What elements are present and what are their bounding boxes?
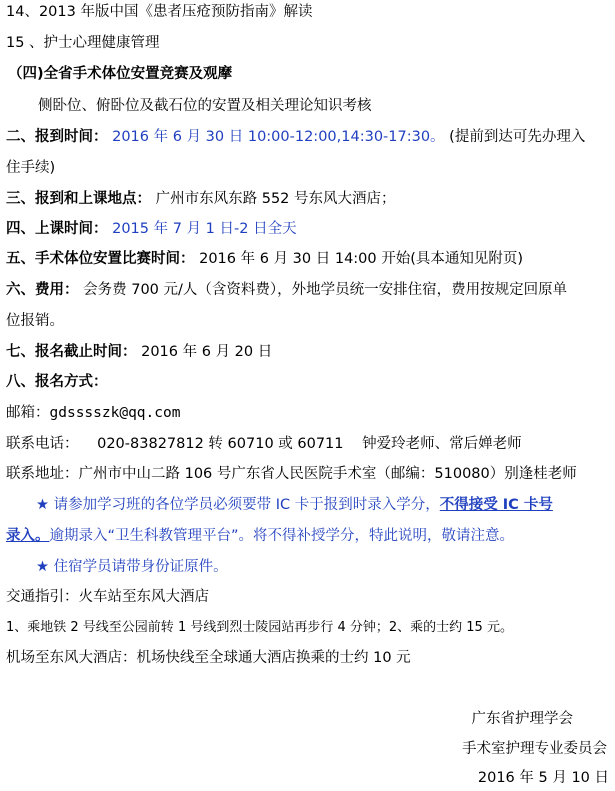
address-label: 联系地址： xyxy=(6,466,79,482)
deadline-label: 七、报名截止时间： xyxy=(6,344,137,360)
venue xyxy=(6,189,611,209)
notice-id-card xyxy=(36,557,611,577)
email-line xyxy=(6,403,611,423)
phone-line xyxy=(6,434,611,454)
registration-time-note: (提前到达可先办理入 xyxy=(449,129,586,145)
phone-number: 020-83827812 转 60710 或 60711 xyxy=(97,436,344,452)
email-label: 邮箱： xyxy=(6,405,50,421)
transport-route-1: 1、乘地铁 2 号线至公园前转 1 号线到烈士陵园站再步行 4 分钟；2、乘的士约 15 元。 xyxy=(6,620,513,635)
registration-time-value: 2016 年 6 月 30 日 10:00-12:00,14:30-17:30。 xyxy=(112,129,445,145)
item-15: 15 、护士心理健康管理 xyxy=(6,35,160,51)
deadline-value: 2016 年 6 月 20 日 xyxy=(141,344,273,360)
signup-label: 八、报名方式： xyxy=(6,374,108,390)
notice-ic-card-cont xyxy=(6,526,611,546)
signature-org-1: 广东省护理学会 xyxy=(471,711,573,727)
deadline xyxy=(6,342,611,362)
address-line xyxy=(6,464,611,484)
venue-value: 广州市东风东路 552 号东风大酒店； xyxy=(155,191,396,207)
notice-id-card-text: 住宿学员请带身份证原件。 xyxy=(53,559,228,575)
class-time xyxy=(6,219,611,239)
phone-label: 联系电话： xyxy=(6,436,79,452)
fee xyxy=(6,280,611,300)
notice-ic-card xyxy=(36,495,611,515)
notice-ic-card-emphasis-cont: 录入。 xyxy=(6,528,50,544)
venue-label: 三、报到和上课地点： xyxy=(6,191,151,207)
registration-time-note-cont: 住手续) xyxy=(6,160,56,176)
transport-title: 交通指引：火车站至东风大酒店 xyxy=(6,589,209,605)
star-icon: ★ xyxy=(36,559,49,575)
phone-contacts: 钟爱玲老师、常后婵老师 xyxy=(362,436,522,452)
notice-ic-card-text: 请参加学习班的各位学员必须要带 IC 卡于报到时录入学分， xyxy=(53,497,440,513)
item-14: 14、2013 年版中国《患者压疮预防指南》解读 xyxy=(6,4,313,20)
fee-value: 会务费 700 元/人（含资料费），外地学员统一安排住宿，费用按规定回原单 xyxy=(83,282,568,298)
section-4-desc: 侧卧位、俯卧位及截石位的安置及相关理论知识考核 xyxy=(38,98,372,114)
signature-org-2: 手术室护理专业委员会 xyxy=(462,741,607,757)
fee-label: 六、费用： xyxy=(6,282,79,298)
star-icon: ★ xyxy=(36,497,49,513)
notice-ic-card-emphasis: 不得接受 IC 卡号 xyxy=(439,497,553,513)
class-time-value: 2015 年 7 月 1 日-2 日全天 xyxy=(112,221,297,237)
address-value: 广州市中山二路 106 号广东省人民医院手术室（邮编：510080）别逢桂老师 xyxy=(78,466,577,482)
contest-time xyxy=(6,249,611,269)
signature-date: 2016 年 5 月 10 日 xyxy=(477,770,609,786)
contest-time-label: 五、手术体位安置比赛时间： xyxy=(6,251,195,267)
transport-route-2: 机场至东风大酒店：机场快线至全球通大酒店换乘的士约 10 元 xyxy=(6,650,411,666)
notice-ic-card-text-cont: 逾期录入“卫生科教管理平台”。将不得补授学分，特此说明，敬请注意。 xyxy=(49,528,515,544)
registration-time xyxy=(6,127,611,147)
email-address[interactable]: gdsssszk@qq.com xyxy=(49,405,181,421)
fee-cont: 位报销。 xyxy=(6,313,64,329)
section-4-title: （四)全省手术体位安置竞赛及观摩 xyxy=(8,66,233,82)
class-time-label: 四、上课时间： xyxy=(6,221,108,237)
contest-time-value: 2016 年 6 月 30 日 14:00 开始(具本通知见附页) xyxy=(199,251,524,267)
registration-time-label: 二、报到时间： xyxy=(6,129,108,145)
